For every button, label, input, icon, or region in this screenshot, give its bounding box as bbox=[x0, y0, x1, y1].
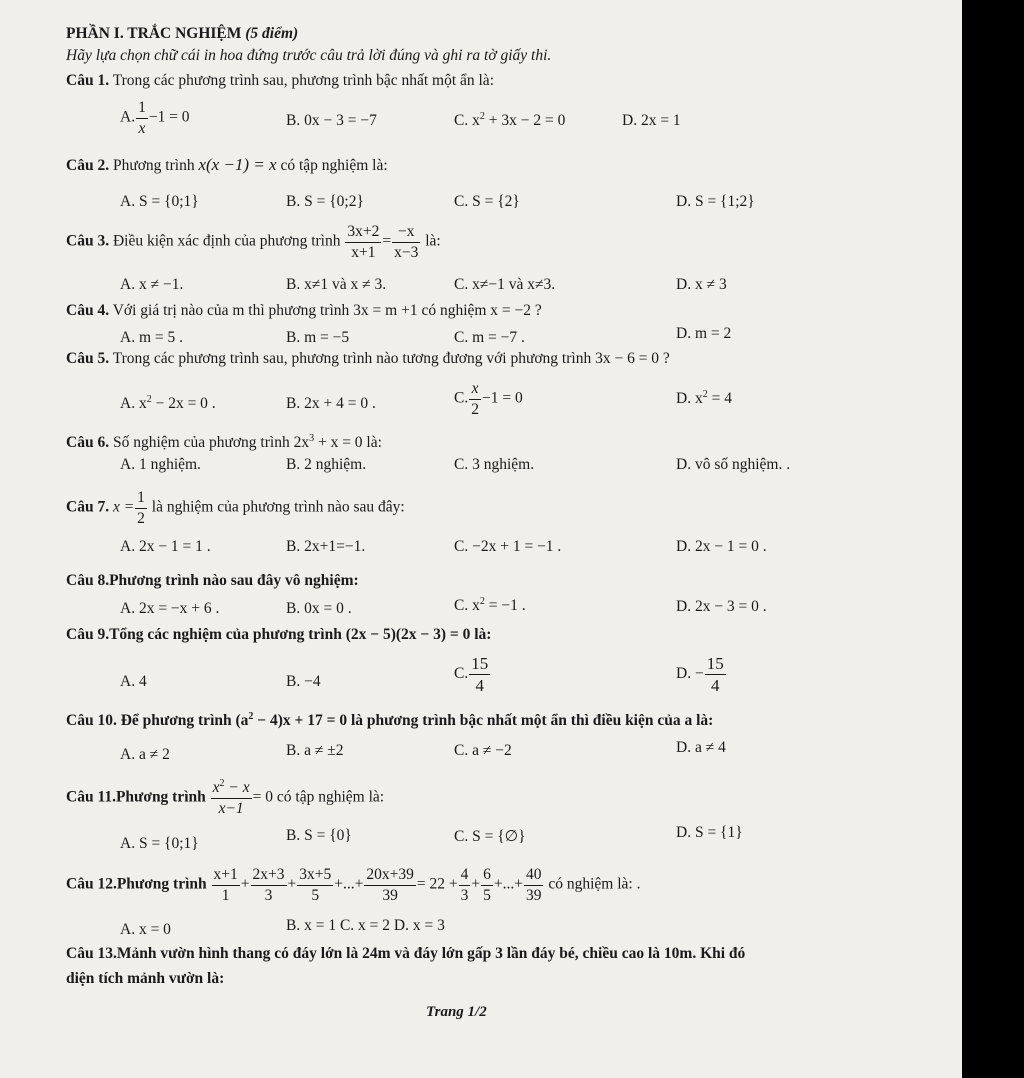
q8-option-d: D. 2x − 3 = 0 . bbox=[676, 598, 767, 615]
page-number: Trang 1/2 bbox=[426, 1004, 487, 1020]
q9-option-c: C. $\frac{15}{4}$ bbox=[454, 654, 489, 695]
q1-option-d: D. 2x = 1 bbox=[622, 112, 681, 129]
q1-option-c: C. $x^2 + 3x - 2 = 0$ bbox=[454, 110, 566, 129]
question-11: Câu 11.Phương trình $\frac{x^2 - x}{x-1}$ = 0 có tập nghiệm là: bbox=[66, 777, 385, 817]
q10-option-d: D. a ≠ 4 bbox=[676, 739, 726, 756]
q3-option-c: C. x≠−1 và x≠3. bbox=[454, 276, 556, 293]
instruction-text: Hãy lựa chọn chữ cái in hoa đứng trước câu trả lời đúng và ghi ra tờ giấy thi. bbox=[66, 47, 552, 64]
q3-option-d: D. x ≠ 3 bbox=[676, 276, 727, 293]
q8-option-a: A. 2x = −x + 6 . bbox=[120, 600, 220, 617]
question-2: Câu 2. Phương trình x(x −1) = x có tập nghiệm là: bbox=[66, 155, 388, 174]
q5-option-a: A. $x^2 - 2x = 0$ . bbox=[120, 393, 216, 412]
q9-option-d: D. − $\frac{15}{4}$ bbox=[676, 654, 724, 695]
q1-option-a: A. $\frac{1}{x}$ −1 = 0 bbox=[120, 99, 190, 137]
q4-option-c: C. m = −7 . bbox=[454, 329, 525, 346]
q6-option-c: C. 3 nghiệm. bbox=[454, 456, 535, 473]
q6-option-b: B. 2 nghiệm. bbox=[286, 456, 367, 473]
question-10: Câu 10. Để phương trình $(a^2 - 4)x + 17 = 0$ là phương trình bậc nhất một ẩn thì điều kiện của a là: bbox=[66, 710, 714, 729]
q7-option-b: B. 2x+1=−1. bbox=[286, 538, 366, 555]
question-5: Câu 5. Trong các phương trình sau, phương trình nào tương đương với phương trình 3x − 6 = 0 ? bbox=[66, 350, 670, 367]
q12-option-a: A. x = 0 bbox=[120, 921, 171, 938]
q7-option-a: A. 2x − 1 = 1 . bbox=[120, 538, 211, 555]
q11-option-a: A. S = {0;1} bbox=[120, 835, 199, 852]
q4-option-d: D. m = 2 bbox=[676, 325, 732, 342]
q12-options-bcd: B. x = 1 C. x = 2 D. x = 3 bbox=[286, 917, 445, 934]
q9-option-a: A. 4 bbox=[120, 673, 147, 690]
q8-option-c: C. $x^2 = -1$ . bbox=[454, 595, 526, 614]
q1-option-b: B. 0x − 3 = −7 bbox=[286, 112, 377, 129]
q9-option-b: B. −4 bbox=[286, 673, 321, 690]
q5-option-c: C. $\frac{x}{2}$ −1 = 0 bbox=[454, 380, 523, 418]
question-12: Câu 12.Phương trình $\frac{x+1}{1}$ + $\frac{2x+3}{3}$ + $\frac{3x+5}{5}$ +...+ $\frac{20x+39}{39}$ = 22 + $\frac{4}{3}$ + $\frac{6}{5}$ +...+ $\frac{40}{39}$ có nghiệm là: . bbox=[66, 866, 641, 904]
question-4: Câu 4. Với giá trị nào của m thì phương trình 3x = m +1 có nghiệm x = −2 ? bbox=[66, 302, 542, 319]
q11-option-b: B. S = {0} bbox=[286, 827, 352, 844]
question-8: Câu 8.Phương trình nào sau đây vô nghiệm: bbox=[66, 572, 359, 589]
q4-option-b: B. m = −5 bbox=[286, 329, 350, 346]
question-13: Câu 13.Mảnh vườn hình thang có đáy lớn là 24m và đáy lớn gấp 3 lần đáy bé, chiều cao là 10m. Khi đó bbox=[66, 945, 746, 962]
question-13-line-2: diện tích mảnh vườn là: bbox=[66, 970, 225, 987]
q4-option-a: A. m = 5 . bbox=[120, 329, 183, 346]
q3-option-a: A. x ≠ −1. bbox=[120, 276, 184, 293]
question-6: Câu 6. Số nghiệm của phương trình $2x^3 + x = 0$ là: bbox=[66, 432, 382, 451]
question-9: Câu 9.Tổng các nghiệm của phương trình (2x − 5)(2x − 3) = 0 là: bbox=[66, 626, 492, 643]
q11-option-d: D. S = {1} bbox=[676, 824, 743, 841]
question-3: Câu 3. Điều kiện xác định của phương trình $\frac{3x+2}{x+1}$ = $\frac{-x}{x-3}$ là: bbox=[66, 223, 441, 261]
q3-option-b: B. x≠1 và x ≠ 3. bbox=[286, 276, 387, 293]
q2-option-a: A. S = {0;1} bbox=[120, 193, 199, 210]
question-7: Câu 7. x = $\frac{1}{2}$ là nghiệm của phương trình nào sau đây: bbox=[66, 489, 405, 527]
q10-option-b: B. a ≠ ±2 bbox=[286, 742, 344, 759]
q7-option-c: C. −2x + 1 = −1 . bbox=[454, 538, 562, 555]
q6-option-a: A. 1 nghiệm. bbox=[120, 456, 201, 473]
q8-option-b: B. 0x = 0 . bbox=[286, 600, 352, 617]
q5-option-d: D. $x^2 = 4$ bbox=[676, 388, 732, 407]
q2-option-b: B. S = {0;2} bbox=[286, 193, 364, 210]
q10-option-c: C. a ≠ −2 bbox=[454, 742, 512, 759]
q2-option-c: C. S = {2} bbox=[454, 193, 520, 210]
q10-option-a: A. a ≠ 2 bbox=[120, 746, 170, 763]
q2-option-d: D. S = {1;2} bbox=[676, 193, 755, 210]
section-heading: PHẦN I. TRẮC NGHIỆM (5 điểm) bbox=[66, 25, 299, 42]
q6-option-d: D. vô số nghiệm. . bbox=[676, 456, 791, 473]
q5-option-b: B. 2x + 4 = 0 . bbox=[286, 395, 376, 412]
q11-option-c: C. S = {∅} bbox=[454, 828, 526, 845]
q7-option-d: D. 2x − 1 = 0 . bbox=[676, 538, 767, 555]
question-1: Câu 1. Trong các phương trình sau, phương trình bậc nhất một ẩn là: bbox=[66, 72, 494, 89]
